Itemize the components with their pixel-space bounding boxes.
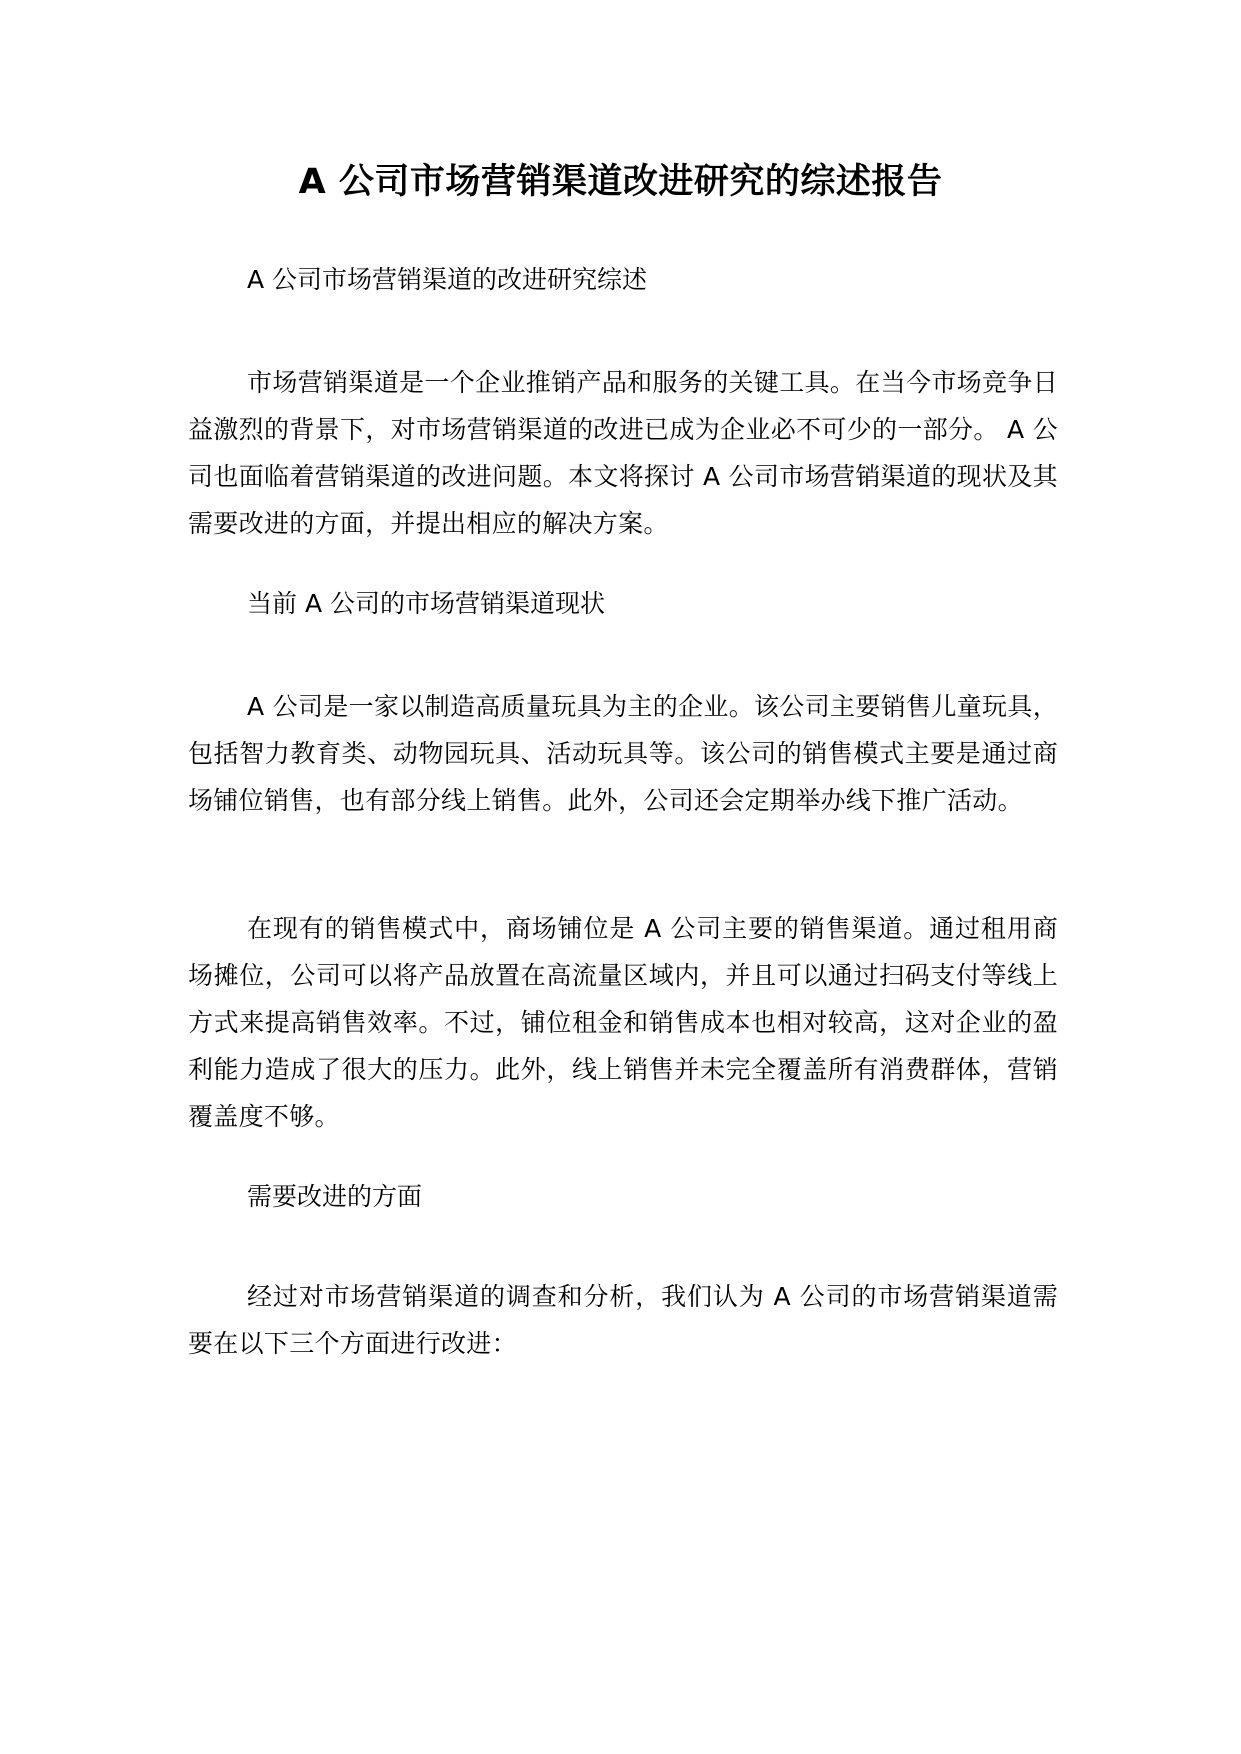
sales-channel-paragraph: 在现有的销售模式中，商场铺位是 A 公司主要的销售渠道。通过租用商场摊位，公司可以将产品放置在高流量区域内，并且可以通过扫码支付等线上方式来提高销售效率。不过，铺位租金和销售成本也相对较高，这对企业的盈利能力造成了很大的压力。此外，线上销售并未完全覆盖所有消费群体，营销覆盖度不够。 xyxy=(188,914,1058,1131)
section-heading-current-status: 当前 A 公司的市场营销渠道现状 xyxy=(247,589,605,618)
document-title: A 公司市场营销渠道改进研究的综述报告 xyxy=(298,162,943,202)
company-overview-paragraph: A 公司是一家以制造高质量玩具为主的企业。该公司主要销售儿童玩具，包括智力教育类、动物园玩具、活动玩具等。该公司的销售模式主要是通过商场铺位销售，也有部分线上销售。此外，公司还会定期举办线下推广活动。 xyxy=(188,692,1058,815)
subtitle-heading: A 公司市场营销渠道的改进研究综述 xyxy=(247,265,648,294)
section-heading-improvements: 需要改进的方面 xyxy=(247,1182,423,1211)
intro-paragraph: 市场营销渠道是一个企业推销产品和服务的关键工具。在当今市场竞争日益激烈的背景下，对市场营销渠道的改进已成为企业必不可少的一部分。 A 公司也面临着营销渠道的改进问题。本文将探讨 A 公司市场营销渠道的现状及其需要改进的方面，并提出相应的解决方案。 xyxy=(188,368,1058,538)
improvement-intro-paragraph: 经过对市场营销渠道的调查和分析，我们认为 A 公司的市场营销渠道需要在以下三个方面进行改进： xyxy=(188,1282,1058,1358)
